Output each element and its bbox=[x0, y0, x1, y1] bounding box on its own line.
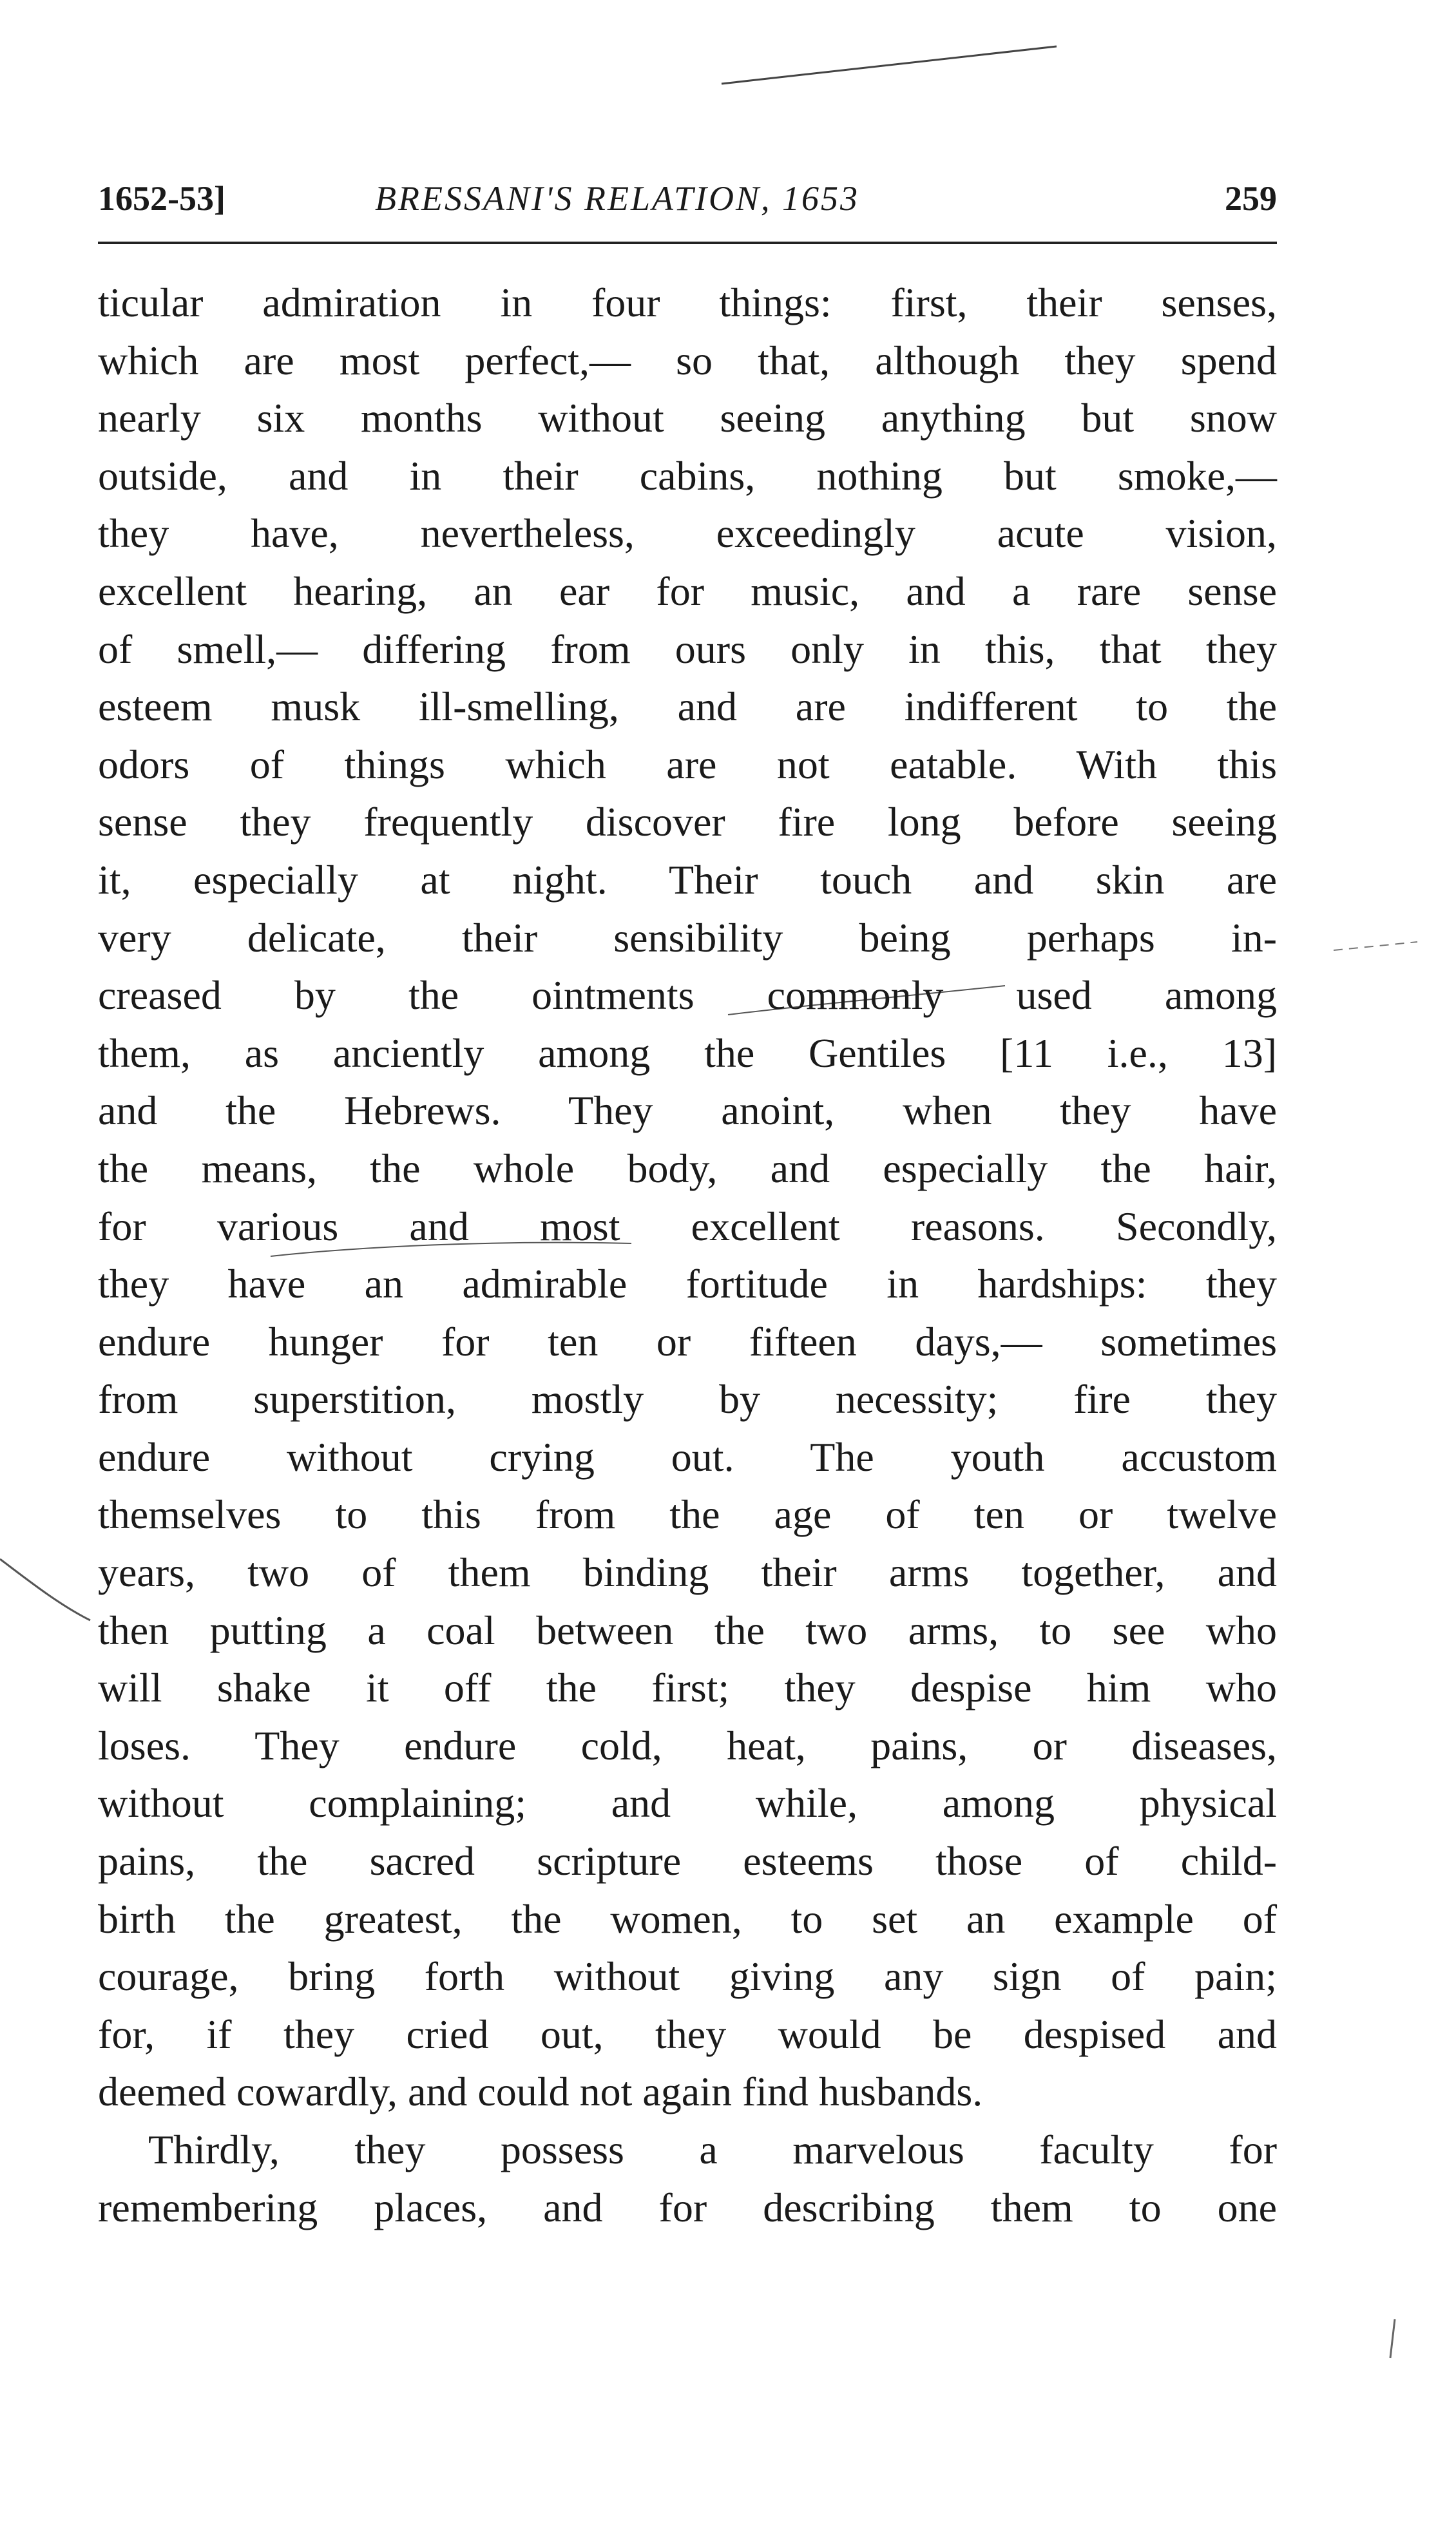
text-line: for, if they cried out, they would be despised and bbox=[98, 2011, 1277, 2057]
text-line: nearly six months without seeing anything but snow bbox=[98, 395, 1277, 441]
text-line: creased by the ointments commonly used among bbox=[98, 972, 1277, 1019]
right-edge-mark bbox=[1390, 2319, 1395, 2358]
text-line: Thirdly, they possess a marvelous faculty for bbox=[148, 2127, 1277, 2172]
text-line: the means, the whole body, and especially the hair, bbox=[98, 1145, 1277, 1191]
text-line: themselves to this from the age of ten or twelve bbox=[98, 1491, 1277, 1538]
text-line: ticular admiration in four things: first, their senses, bbox=[98, 280, 1277, 325]
text-line: pains, the sacred scripture esteems those of child- bbox=[98, 1838, 1277, 1884]
body-text bbox=[98, 274, 1277, 2236]
text-line: sense they frequently discover fire long before seeing bbox=[98, 799, 1277, 845]
text-line: courage, bring forth without giving any sign of pain; bbox=[98, 1953, 1277, 2000]
text-line: they have an admirable fortitude in hardships: they bbox=[98, 1261, 1277, 1307]
paragraph-1 bbox=[98, 274, 1277, 2121]
text-line: excellent hearing, an ear for music, and a rare sense bbox=[98, 568, 1277, 614]
header-year-range: 1652-53] bbox=[98, 179, 225, 218]
text-line: very delicate, their sensibility being perhaps in- bbox=[98, 914, 1277, 961]
text-line: endure without crying out. The youth accustom bbox=[98, 1433, 1277, 1480]
text-line: outside, and in their cabins, nothing but smoke,— bbox=[98, 452, 1277, 499]
header-rule bbox=[98, 242, 1277, 244]
right-margin-dash bbox=[1334, 942, 1417, 950]
text-line: from superstition, mostly by necessity; fire they bbox=[98, 1376, 1277, 1422]
text-line: they have, nevertheless, exceedingly acute vision, bbox=[98, 510, 1277, 557]
text-line: esteem musk ill-smelling, and are indifferent to the bbox=[98, 684, 1277, 730]
page-number: 259 bbox=[1225, 179, 1277, 218]
text-line: years, two of them binding their arms together, and bbox=[98, 1549, 1277, 1596]
text-line: of smell,— differing from ours only in this, that they bbox=[98, 626, 1277, 672]
text-line: for various and most excellent reasons. Secondly, bbox=[98, 1203, 1277, 1249]
text-line: deemed cowardly, and could not again find husbands. bbox=[98, 2069, 983, 2115]
text-line: endure hunger for ten or fifteen days,— sometimes bbox=[98, 1318, 1277, 1365]
paragraph-2 bbox=[98, 2121, 1277, 2236]
top-pencil-stroke bbox=[722, 46, 1057, 84]
running-header bbox=[98, 175, 1277, 222]
text-line: will shake it off the first; they despise him who bbox=[98, 1665, 1277, 1711]
header-title: BRESSANI'S RELATION, 1653 bbox=[375, 179, 860, 218]
text-line: birth the greatest, the women, to set an example of bbox=[98, 1895, 1277, 1942]
text-line: it, especially at night. Their touch and skin are bbox=[98, 856, 1277, 903]
text-line: and the Hebrews. They anoint, when they have bbox=[98, 1087, 1277, 1134]
text-line: remembering places, and for describing them to one bbox=[98, 2184, 1277, 2230]
text-line: which are most perfect,— so that, although they spend bbox=[98, 337, 1277, 383]
text-line: then putting a coal between the two arms, to see who bbox=[98, 1607, 1277, 1653]
left-margin-stroke bbox=[0, 1559, 90, 1620]
text-line: loses. They endure cold, heat, pains, or diseases, bbox=[98, 1722, 1277, 1768]
text-line: them, as anciently among the Gentiles [11 i.e., 13] bbox=[98, 1030, 1277, 1076]
text-line: without complaining; and while, among physical bbox=[98, 1780, 1277, 1826]
text-line: odors of things which are not eatable. With this bbox=[98, 741, 1277, 787]
